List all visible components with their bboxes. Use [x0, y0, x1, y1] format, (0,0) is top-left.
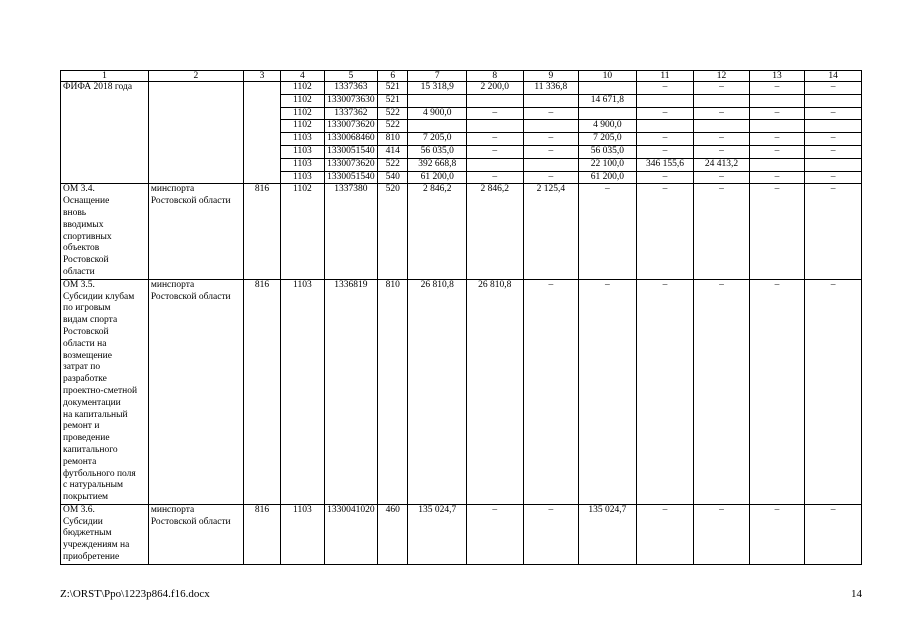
table-cell: [523, 158, 579, 171]
measure-name-cell: ОМ 3.4. Оснащение вновь вводимых спортивных объектов Ростовской области: [61, 184, 149, 279]
table-cell: –: [694, 145, 750, 158]
table-row-om36: [61, 504, 862, 564]
table-cell: –: [467, 145, 524, 158]
executor-cell: минспорта Ростовской области: [148, 279, 243, 504]
table-cell: [467, 158, 524, 171]
table-cell: 4 900,0: [408, 107, 467, 120]
table-cell: 521: [378, 94, 408, 107]
table-cell: 520: [378, 184, 408, 279]
table-cell: 522: [378, 107, 408, 120]
table-cell: 2 846,2: [408, 184, 467, 279]
table-cell: 1330051540: [324, 171, 378, 184]
table-cell: –: [636, 82, 694, 95]
table-cell: –: [467, 504, 524, 564]
table-cell: –: [805, 145, 862, 158]
table-cell: 1102: [281, 107, 324, 120]
table-cell: –: [694, 107, 750, 120]
table-cell: 1102: [281, 82, 324, 95]
table-cell: –: [749, 145, 805, 158]
table-cell: –: [467, 133, 524, 146]
table-cell: [636, 120, 694, 133]
table-cell: –: [523, 145, 579, 158]
measure-name-cell: ОМ 3.5. Субсидии клубам по игровым видам спорта Ростовской области на возмещение затрат по разработке проектно-сметной документации на капитальный ремонт и проведение капитального ремонта футбольного поля с натуральным покрытием: [61, 279, 149, 504]
table-cell: –: [694, 184, 750, 279]
table-cell: [694, 120, 750, 133]
table-cell: –: [523, 504, 579, 564]
table-cell: –: [467, 171, 524, 184]
table-cell: 1103: [281, 171, 324, 184]
table-cell: –: [636, 184, 694, 279]
table-cell: –: [749, 279, 805, 504]
table-cell: 1330073630: [324, 94, 378, 107]
table-cell: –: [805, 107, 862, 120]
header-cell: 12: [694, 71, 750, 82]
header-cell: 10: [579, 71, 637, 82]
table-cell: 26 810,8: [408, 279, 467, 504]
table-cell: 1102: [281, 120, 324, 133]
table-cell: –: [749, 184, 805, 279]
table-cell: [523, 94, 579, 107]
table-cell: 1330073620: [324, 158, 378, 171]
table-cell: –: [636, 504, 694, 564]
table-cell: 1337362: [324, 107, 378, 120]
table-cell: 135 024,7: [579, 504, 637, 564]
table-cell: 1103: [281, 504, 324, 564]
table-cell: 56 035,0: [408, 145, 467, 158]
table-cell: –: [636, 107, 694, 120]
table-cell: –: [523, 171, 579, 184]
table-cell: –: [694, 133, 750, 146]
table-cell: [694, 94, 750, 107]
header-cell: 1: [61, 71, 149, 82]
table-cell: 2 200,0: [467, 82, 524, 95]
table-cell: 1102: [281, 184, 324, 279]
table-cell: 7 205,0: [579, 133, 637, 146]
executor-cell: минспорта Ростовской области: [148, 504, 243, 564]
table-cell: 1336819: [324, 279, 378, 504]
table-cell: 1102: [281, 94, 324, 107]
table-cell: 1330041020: [324, 504, 378, 564]
table-cell: 1337363: [324, 82, 378, 95]
table-cell: 810: [378, 133, 408, 146]
table-cell: 61 200,0: [579, 171, 637, 184]
table-cell: [523, 120, 579, 133]
table-cell: –: [805, 504, 862, 564]
table-cell: 1330073620: [324, 120, 378, 133]
table-cell: –: [694, 82, 750, 95]
table-cell: –: [523, 279, 579, 504]
header-row: [61, 71, 862, 82]
table-row-om34: [61, 184, 862, 279]
budget-table: [60, 70, 862, 565]
table-cell: [749, 158, 805, 171]
table-cell: 2 125,4: [523, 184, 579, 279]
header-cell: 5: [324, 71, 378, 82]
table-cell: 22 100,0: [579, 158, 637, 171]
table-cell: [749, 120, 805, 133]
table-cell: 56 035,0: [579, 145, 637, 158]
table-cell: 135 024,7: [408, 504, 467, 564]
table-body: [61, 82, 862, 565]
table-cell: [805, 158, 862, 171]
table-cell: [579, 82, 637, 95]
table-cell: –: [636, 133, 694, 146]
table-cell: 1103: [281, 133, 324, 146]
table-cell: 11 336,8: [523, 82, 579, 95]
table-cell: 1337380: [324, 184, 378, 279]
table-cell: –: [749, 107, 805, 120]
table-cell: 15 318,9: [408, 82, 467, 95]
table-cell: –: [579, 279, 637, 504]
table-cell: –: [805, 279, 862, 504]
table-cell: 7 205,0: [408, 133, 467, 146]
table-cell: –: [636, 145, 694, 158]
table-cell: 522: [378, 158, 408, 171]
table-cell: 522: [378, 120, 408, 133]
table-cell: –: [805, 184, 862, 279]
table-cell: –: [749, 133, 805, 146]
header-cell: 7: [408, 71, 467, 82]
grbs-cell: 816: [243, 279, 280, 504]
table-cell: 1103: [281, 279, 324, 504]
table-row-om35: [61, 279, 862, 504]
header-cell: 4: [281, 71, 324, 82]
header-cell: 8: [467, 71, 524, 82]
measure-name-cell: ФИФА 2018 года: [61, 82, 149, 184]
table-cell: [467, 94, 524, 107]
table-cell: –: [694, 279, 750, 504]
table-cell: 2 846,2: [467, 184, 524, 279]
table-cell: 14 671,8: [579, 94, 637, 107]
table-cell: –: [749, 82, 805, 95]
executor-cell: [148, 82, 243, 184]
header-cell: 13: [749, 71, 805, 82]
table-cell: –: [523, 107, 579, 120]
header-cell: 11: [636, 71, 694, 82]
table-cell: 1103: [281, 145, 324, 158]
table-cell: –: [523, 133, 579, 146]
table-cell: [636, 94, 694, 107]
table-cell: [805, 94, 862, 107]
footer-page-number: 14: [851, 588, 862, 600]
measure-name-cell: ОМ 3.6. Субсидии бюджетным учреждениям на приобретение: [61, 504, 149, 564]
header-cell: 3: [243, 71, 280, 82]
table-cell: 346 155,6: [636, 158, 694, 171]
table-cell: –: [805, 82, 862, 95]
table-cell: 540: [378, 171, 408, 184]
header-cell: 9: [523, 71, 579, 82]
table-cell: 24 413,2: [694, 158, 750, 171]
table-cell: 1330068460: [324, 133, 378, 146]
table-cell: 810: [378, 279, 408, 504]
table-cell: –: [805, 171, 862, 184]
table-cell: [805, 120, 862, 133]
table-cell: 414: [378, 145, 408, 158]
table-cell: [408, 94, 467, 107]
table-cell: 61 200,0: [408, 171, 467, 184]
table-cell: –: [636, 171, 694, 184]
table-cell: [749, 94, 805, 107]
table-cell: 521: [378, 82, 408, 95]
table-row: [61, 82, 862, 95]
table-cell: 1330051540: [324, 145, 378, 158]
table-cell: –: [694, 171, 750, 184]
table-cell: [467, 120, 524, 133]
table-cell: –: [467, 107, 524, 120]
grbs-cell: 816: [243, 184, 280, 279]
executor-cell: минспорта Ростовской области: [148, 184, 243, 279]
footer-file-path: Z:\ORST\Ppo\1223p864.f16.docx: [60, 588, 210, 600]
table-cell: –: [579, 184, 637, 279]
table-cell: –: [694, 504, 750, 564]
header-cell: 6: [378, 71, 408, 82]
table-cell: [408, 120, 467, 133]
table-cell: 26 810,8: [467, 279, 524, 504]
table-cell: –: [636, 279, 694, 504]
table-cell: –: [749, 504, 805, 564]
table-cell: –: [805, 133, 862, 146]
grbs-cell: [243, 82, 280, 184]
header-cell: 14: [805, 71, 862, 82]
table-cell: [579, 107, 637, 120]
grbs-cell: 816: [243, 504, 280, 564]
table-cell: 4 900,0: [579, 120, 637, 133]
table-cell: 460: [378, 504, 408, 564]
table-cell: 392 668,8: [408, 158, 467, 171]
table-cell: –: [749, 171, 805, 184]
header-cell: 2: [148, 71, 243, 82]
table-cell: 1103: [281, 158, 324, 171]
